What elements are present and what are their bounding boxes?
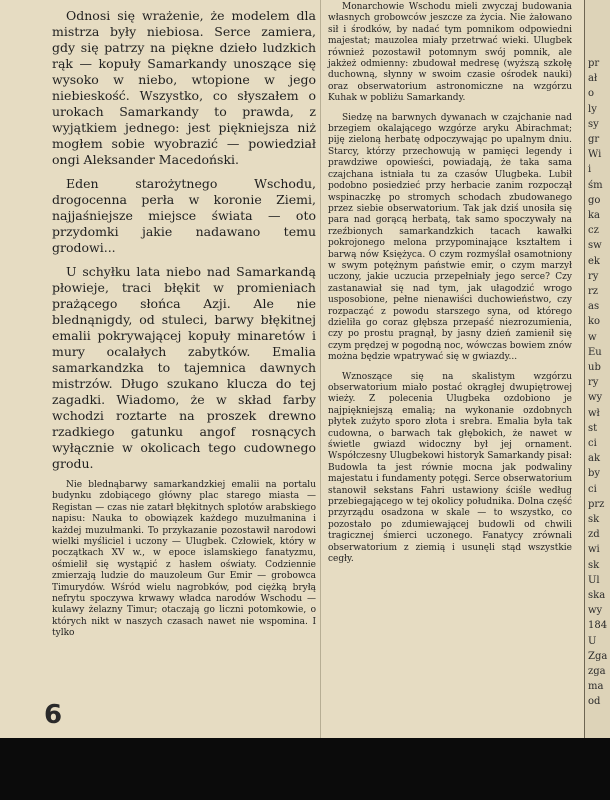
paragraph-4: Nie blednąbarwy samarkandzkiej emalii na portalu budynku zdobiącego główny plac starego miasta — Registan — czas nie zatarł błękitnych splotów arabskiego napisu: Nauka to obowiązek każdego muzułmanina i każdej muzułmanki. To przykazanie pozostawił narodowi wielki myśliciel i uczony — Ulugbek. Człowiek, który w początkach XV w., w epoce islamskiego fanatyzmu, ośmielił się wystąpić z hasłem oświaty. Codziennie zmierzają ludzie do mauzoleum Gur Emir — grobowca Timurydów. Wśród wielu nagrobków, pod ciężką bryłą nefrytu spoczywa krwawy władca narodów Wschodu — kulawy żelazny Timur; otaczają go liczni potomkowie, o których nikt w naszych czasach nawet nie wspomina. I tylko (52, 480, 316, 639)
adjacent-page-fragment: zd (588, 529, 600, 541)
adjacent-page-fragment: 184 (588, 620, 608, 632)
adjacent-page-fragment: sy (588, 118, 599, 130)
right-paragraph-3: Wznoszące się na skalistym wzgórzu obserwatorium miało postać okrągłej dwupiętrowej wieży. Z polecenia Ulugbeka ozdobiono je najpiękniejszą emalią; na wykonanie ozdobnych płytek zużyto sporo złota i srebra. Emalia była tak cudowna, o barwach tak głębokich, że nawet w świetle gwiazd widoczny był jej ornament. Współczesny Ulugbekowi historyk Samarkandy pisał: Budowla ta jest równie mocna jak podwaliny majestatu i fundamenty potęgi. Serce obserwatorium stanowił sekstans Fahri ustawiony ściśle według przebiegającego w tej okolicy południka. Dolna część przyrządu osadzona w skale — to wszystko, co pozostało po zdumiewającej budowli od chwili tragicznej śmierci uczonego. Fanatycy zrównali obserwatorium z ziemią i usunęli stąd wszystkie cegły. (328, 371, 572, 565)
column-divider (320, 0, 321, 738)
paragraph-1: Odnosi się wrażenie, że modelem dla mistrza były niebiosa. Serce zamiera, gdy się patrzy na piękne dzieło ludzkich rąk — kopuły Samarkandy unoszące się wysoko w niebo, wtopione w jego niebieskość. Wszystko, co słyszałem o urokach Samarkandy to prawda, z wyjątkiem jednego: jest piękniejsza niż mogłem sobie wyobrazić — powiedział ongi Aleksander Macedoński. (52, 8, 316, 167)
adjacent-page-fragment: wł (588, 407, 600, 419)
adjacent-page-fragment: pr (588, 58, 600, 69)
adjacent-page-fragment: Eu (588, 346, 602, 358)
adjacent-page-fragment: ci (588, 483, 597, 495)
adjacent-page-fragment: Ul (588, 574, 600, 586)
adjacent-page-fragment: wi (588, 544, 600, 556)
adjacent-page-fragment: sk (588, 514, 600, 525)
adjacent-page-fragment: sk (588, 559, 600, 571)
adjacent-page-fragment: w (588, 331, 597, 343)
adjacent-page-fragment: by (588, 468, 601, 480)
adjacent-page-fragment: gr (588, 134, 600, 145)
adjacent-page-fragment: od (588, 696, 601, 708)
adjacent-page-fragment: ka (588, 210, 601, 221)
adjacent-page-fragment: Wi (588, 149, 602, 161)
adjacent-page-fragment: ma (588, 681, 604, 693)
adjacent-page-fragment: ub (588, 362, 601, 373)
adjacent-page-fragment: ak (588, 453, 601, 465)
adjacent-page-fragment: go (588, 194, 601, 206)
adjacent-page-fragment: ci (588, 438, 597, 449)
adjacent-page-fragment: sw (588, 240, 602, 252)
adjacent-page-fragment: ry (588, 270, 599, 282)
adjacent-page-edge (584, 0, 610, 738)
adjacent-page-fragment: st (588, 422, 598, 434)
adjacent-page-fragment: ał (588, 73, 598, 85)
adjacent-page-fragment: Zga (588, 650, 608, 662)
adjacent-page-fragment: zga (588, 666, 606, 677)
adjacent-page-fragment: prz (588, 498, 605, 510)
adjacent-page-fragment: wy (588, 392, 603, 404)
right-paragraph-1: Monarchowie Wschodu mieli zwyczaj budowania własnych grobowców jeszcze za życia. Nie żałowano sił i środków, by nadać tym pomnikom odpowiedni majestat; mauzolea miały przetrwać wieki. Ulugbek również pozostawił potomnym swój pomnik, ale jakżeż odmienny: zbudował medresę (wyższą szkołę duchowną, słynny w swoim czasie ośrodek nauki) oraz obserwatorium astronomiczne na wzgórzu Kuhak w pobliżu Samarkandy. (328, 2, 572, 104)
adjacent-page-fragment: ek (588, 255, 600, 267)
right-column (328, 0, 572, 566)
page-number: 6 (44, 700, 63, 730)
adjacent-page-fragment: cz (588, 225, 599, 237)
adjacent-page-fragment: i (588, 164, 592, 176)
adjacent-page-fragment: U (588, 635, 597, 647)
right-paragraph-2: Siedzę na barwnych dywanach w czajchanie nad brzegiem okalającego wzgórze aryku Abirachmat; piję zieloną herbatę odpoczywając po upalnym dniu. Starcy, którzy przechowują w pamięci legendy i prawdziwe opowieści, powiadają, że taka sama czajchana istniała tu za czasów Ulugbeka. Lubił podobno posiedzieć przy herbacie zanim rozpoczął wspinaczkę po stromych schodach zbudowanego przez siebie obserwatorium. Tak jak dziś unosiła się para nad gorącą herbatą, tak samo spoczywały na rzeźbionych samarkandzkich tacach kawałki pokrojonego melona przypominające kształtem i barwą nów Księżyca. O czym rozmyślał osamotniony w swym potężnym państwie emir, o czym marzył uczony, jakie uczucia przepełniały jego serce? Czy zastanawiał się nad tym, jak ułagodzić wrogo usposobione, pełne nienawiści duchowieństwo, czy rozpacząć z powodu starszego syna, od którego dzieliła go coraz głębsza przepaść niezrozumienia, czy po prostu pragnął, by jasny dzień zamienił się czym prędzej w pogodną noc, wówczas bowiem znów można będzie wpatrywać się w gwiazdy... (328, 112, 572, 363)
adjacent-page-fragment: ry (588, 377, 599, 389)
adjacent-page-fragment: rz (588, 286, 599, 297)
paragraph-3: U schyłku lata niebo nad Samarkandą płowieje, traci błękit w promieniach prażącego słońca Azji. Ale nie blednąnigdy, od stuleci, barwy błękitnej emalii pokrywającej kopuły minaretów i mury ocalałych zabytków. Emalia samarkandzka to tajemnica dawnych mistrzów. Długo szukano klucza do tej zagadki. Wiadomo, że w skład farby wchodzi roztarte na proszek drewno rzadkiego gatunku angof rosnących wyłącznie w okolicach tego cudownego grodu. (52, 264, 316, 471)
adjacent-page-fragment: ly (588, 103, 597, 115)
adjacent-page-fragment: as (588, 301, 600, 313)
adjacent-page-fragment: ska (588, 590, 606, 601)
left-column (52, 0, 316, 640)
adjacent-page-fragment: ko (588, 316, 601, 328)
adjacent-page-fragment: śm (588, 179, 603, 191)
adjacent-page-fragment: wy (588, 605, 603, 617)
adjacent-page-fragment: o (588, 88, 595, 100)
paragraph-2: Eden starożytnego Wschodu, drogocenna perła w koronie Ziemi, najjaśniejsze miejsce świata — oto przydomki jakie nadawano temu grodowi... (52, 176, 316, 255)
